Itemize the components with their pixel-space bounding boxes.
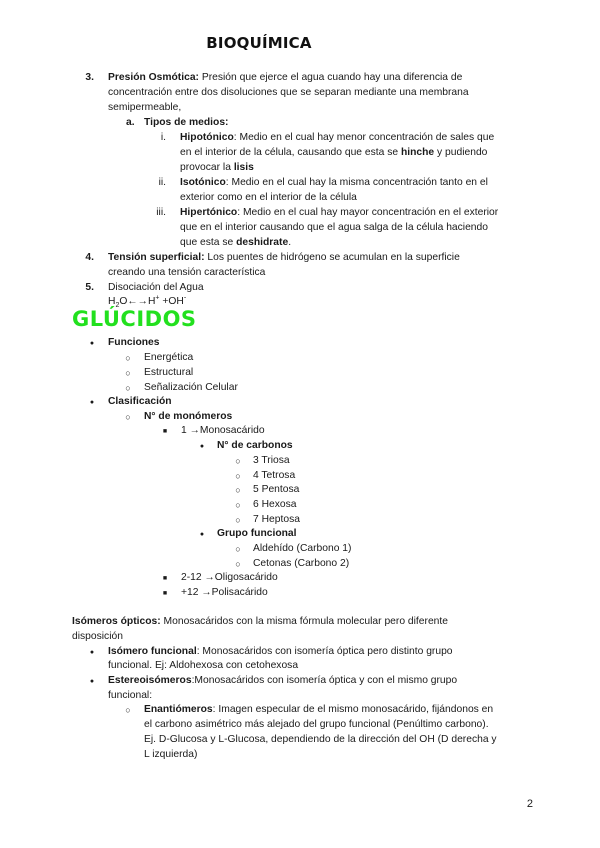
- roman-numeral: iii.: [156, 207, 166, 218]
- grupo-funcional-label: Grupo funcional: [217, 528, 297, 539]
- bold-word: hinche: [400, 147, 435, 158]
- text: : Medio en el cual hay la misma concentración tanto en el: [225, 177, 488, 188]
- bold-word: lisis: [233, 162, 254, 173]
- text: : Imagen especular de el mismo monosacárido, fijándonos en: [212, 704, 494, 715]
- term: Hipertónico: [180, 207, 238, 218]
- list-item: 1 →Monosacárido: [181, 425, 265, 436]
- bold-word: deshidrate: [236, 237, 289, 248]
- list-number: 3.: [85, 72, 94, 83]
- list-letter: a.: [126, 117, 135, 128]
- eq-part: O←→H: [119, 296, 156, 307]
- list-number: 4.: [85, 252, 94, 263]
- clasificacion-label: Clasificación: [108, 396, 172, 407]
- tipos-medios-label: Tipos de medios:: [144, 117, 229, 128]
- text-line: [180, 161, 254, 176]
- term: Isómero funcional: [108, 646, 197, 657]
- enantiomeros-item: [144, 703, 493, 718]
- text: Presión que ejerce el agua cuando hay una diferencia de: [198, 72, 463, 83]
- bullet-icon: [197, 439, 207, 455]
- term: Tensión superficial:: [108, 252, 205, 263]
- list-item: 6 Hexosa: [253, 499, 297, 510]
- hipertonico-item: [180, 206, 498, 221]
- tension-superficial-item: [108, 251, 460, 266]
- carbonos-label: N° de carbonos: [217, 440, 293, 451]
- text: en el interior de la célula, causando que esta se: [180, 147, 401, 158]
- text: que esta se: [180, 237, 237, 248]
- text-line: disposición: [72, 631, 123, 642]
- section-heading-glucidos: GLÚCIDOS: [72, 307, 197, 331]
- list-item: Estructural: [144, 367, 194, 378]
- text-line: el carbono asimétrico más alejado del grupo funcional (Penúltimo carbono).: [144, 719, 489, 730]
- text: Los puentes de hidrógeno se acumulan en la superficie: [204, 252, 460, 263]
- term: Enantiómeros: [144, 704, 213, 715]
- bullet-icon: [87, 336, 97, 352]
- bullet-square-icon: [160, 424, 170, 440]
- list-item: 7 Heptosa: [253, 514, 300, 525]
- bullet-hollow-icon: [233, 498, 243, 514]
- text: Monosacáridos con la misma fórmula molecular pero diferente: [160, 616, 448, 627]
- text-line: exterior como en el interior de la célula: [180, 192, 357, 203]
- bullet-icon: [87, 645, 97, 661]
- roman-numeral: ii.: [158, 177, 166, 188]
- page-number: 2: [526, 798, 533, 810]
- bullet-hollow-icon: [123, 366, 133, 382]
- estereoisomeros-item: [108, 674, 457, 689]
- eq-subscript: 2: [115, 302, 120, 310]
- isomero-funcional-item: [108, 645, 453, 660]
- text-line: [180, 146, 487, 161]
- bullet-hollow-icon: [233, 454, 243, 470]
- eq-part: +OH: [159, 296, 184, 307]
- list-item: 4 Tetrosa: [253, 470, 296, 481]
- bullet-square-icon: [160, 571, 170, 587]
- list-item: Energética: [144, 352, 194, 363]
- text: : Monosacáridos con isomería óptica pero distinto grupo: [196, 646, 453, 657]
- term: Estereoisómeros: [108, 675, 192, 686]
- text: .: [288, 237, 292, 248]
- term: Presión Osmótica:: [108, 72, 199, 83]
- text-line: funcional. Ej: Aldohexosa con cetohexosa: [108, 660, 299, 671]
- list-item: Cetonas (Carbono 2): [253, 558, 350, 569]
- list-item: Aldehído (Carbono 1): [253, 543, 352, 554]
- page-header-title: BIOQUÍMICA: [206, 34, 312, 52]
- presion-osmotica-item: [108, 71, 462, 86]
- text-line: Ej. D-Glucosa y L-Glucosa, dependiendo de la dirección del OH (D derecha y: [144, 734, 497, 745]
- eq-superscript: -: [183, 294, 187, 302]
- bullet-hollow-icon: [123, 351, 133, 367]
- term: Isómeros ópticos:: [72, 616, 161, 627]
- list-number: 5.: [85, 282, 94, 293]
- bullet-icon: [197, 527, 207, 543]
- bullet-hollow-icon: [123, 410, 133, 426]
- text: : Medio en el cual hay mayor concentración en el exterior: [237, 207, 499, 218]
- bullet-hollow-icon: [123, 703, 133, 719]
- roman-numeral: i.: [160, 132, 166, 143]
- bullet-icon: [87, 395, 97, 411]
- list-item: 5 Pentosa: [253, 484, 300, 495]
- bullet-hollow-icon: [233, 483, 243, 499]
- text-line: L izquierda): [144, 749, 198, 760]
- funciones-label: Funciones: [108, 337, 160, 348]
- disociacion-label: Disociación del Agua: [108, 282, 204, 293]
- list-item: 2-12 →Oligosacárido: [181, 572, 278, 583]
- bullet-hollow-icon: [233, 542, 243, 558]
- bullet-icon: [87, 674, 97, 690]
- text-line: concentración entre dos disoluciones que se separan mediante una membrana: [108, 87, 469, 98]
- text-line: [180, 236, 291, 251]
- text-line: que en el interior causando que el agua salga de la célula haciendo: [180, 222, 488, 233]
- bullet-square-icon: [160, 586, 170, 602]
- text: y pudiendo: [434, 147, 488, 158]
- text-line: funcional:: [108, 690, 153, 701]
- hipotonico-item: [180, 131, 494, 146]
- text: :Monosacáridos con isomería óptica y con el mismo grupo: [191, 675, 458, 686]
- monomeros-label: N° de monómeros: [144, 411, 233, 422]
- eq-superscript: +: [155, 294, 160, 302]
- eq-part: H: [108, 296, 116, 307]
- isomeros-opticos-paragraph: [72, 615, 448, 630]
- term: Isotónico: [180, 177, 226, 188]
- text: : Medio en el cual hay menor concentración de sales que: [233, 132, 495, 143]
- list-item: 3 Triosa: [253, 455, 290, 466]
- text-line: creando una tensión característica: [108, 267, 266, 278]
- term: Hipotónico: [180, 132, 234, 143]
- list-item: +12 →Polisacárido: [181, 587, 268, 598]
- list-item: Señalización Celular: [144, 382, 238, 393]
- text-line: semipermeable,: [108, 102, 182, 113]
- text: provocar la: [180, 162, 234, 173]
- isotonico-item: [180, 176, 488, 191]
